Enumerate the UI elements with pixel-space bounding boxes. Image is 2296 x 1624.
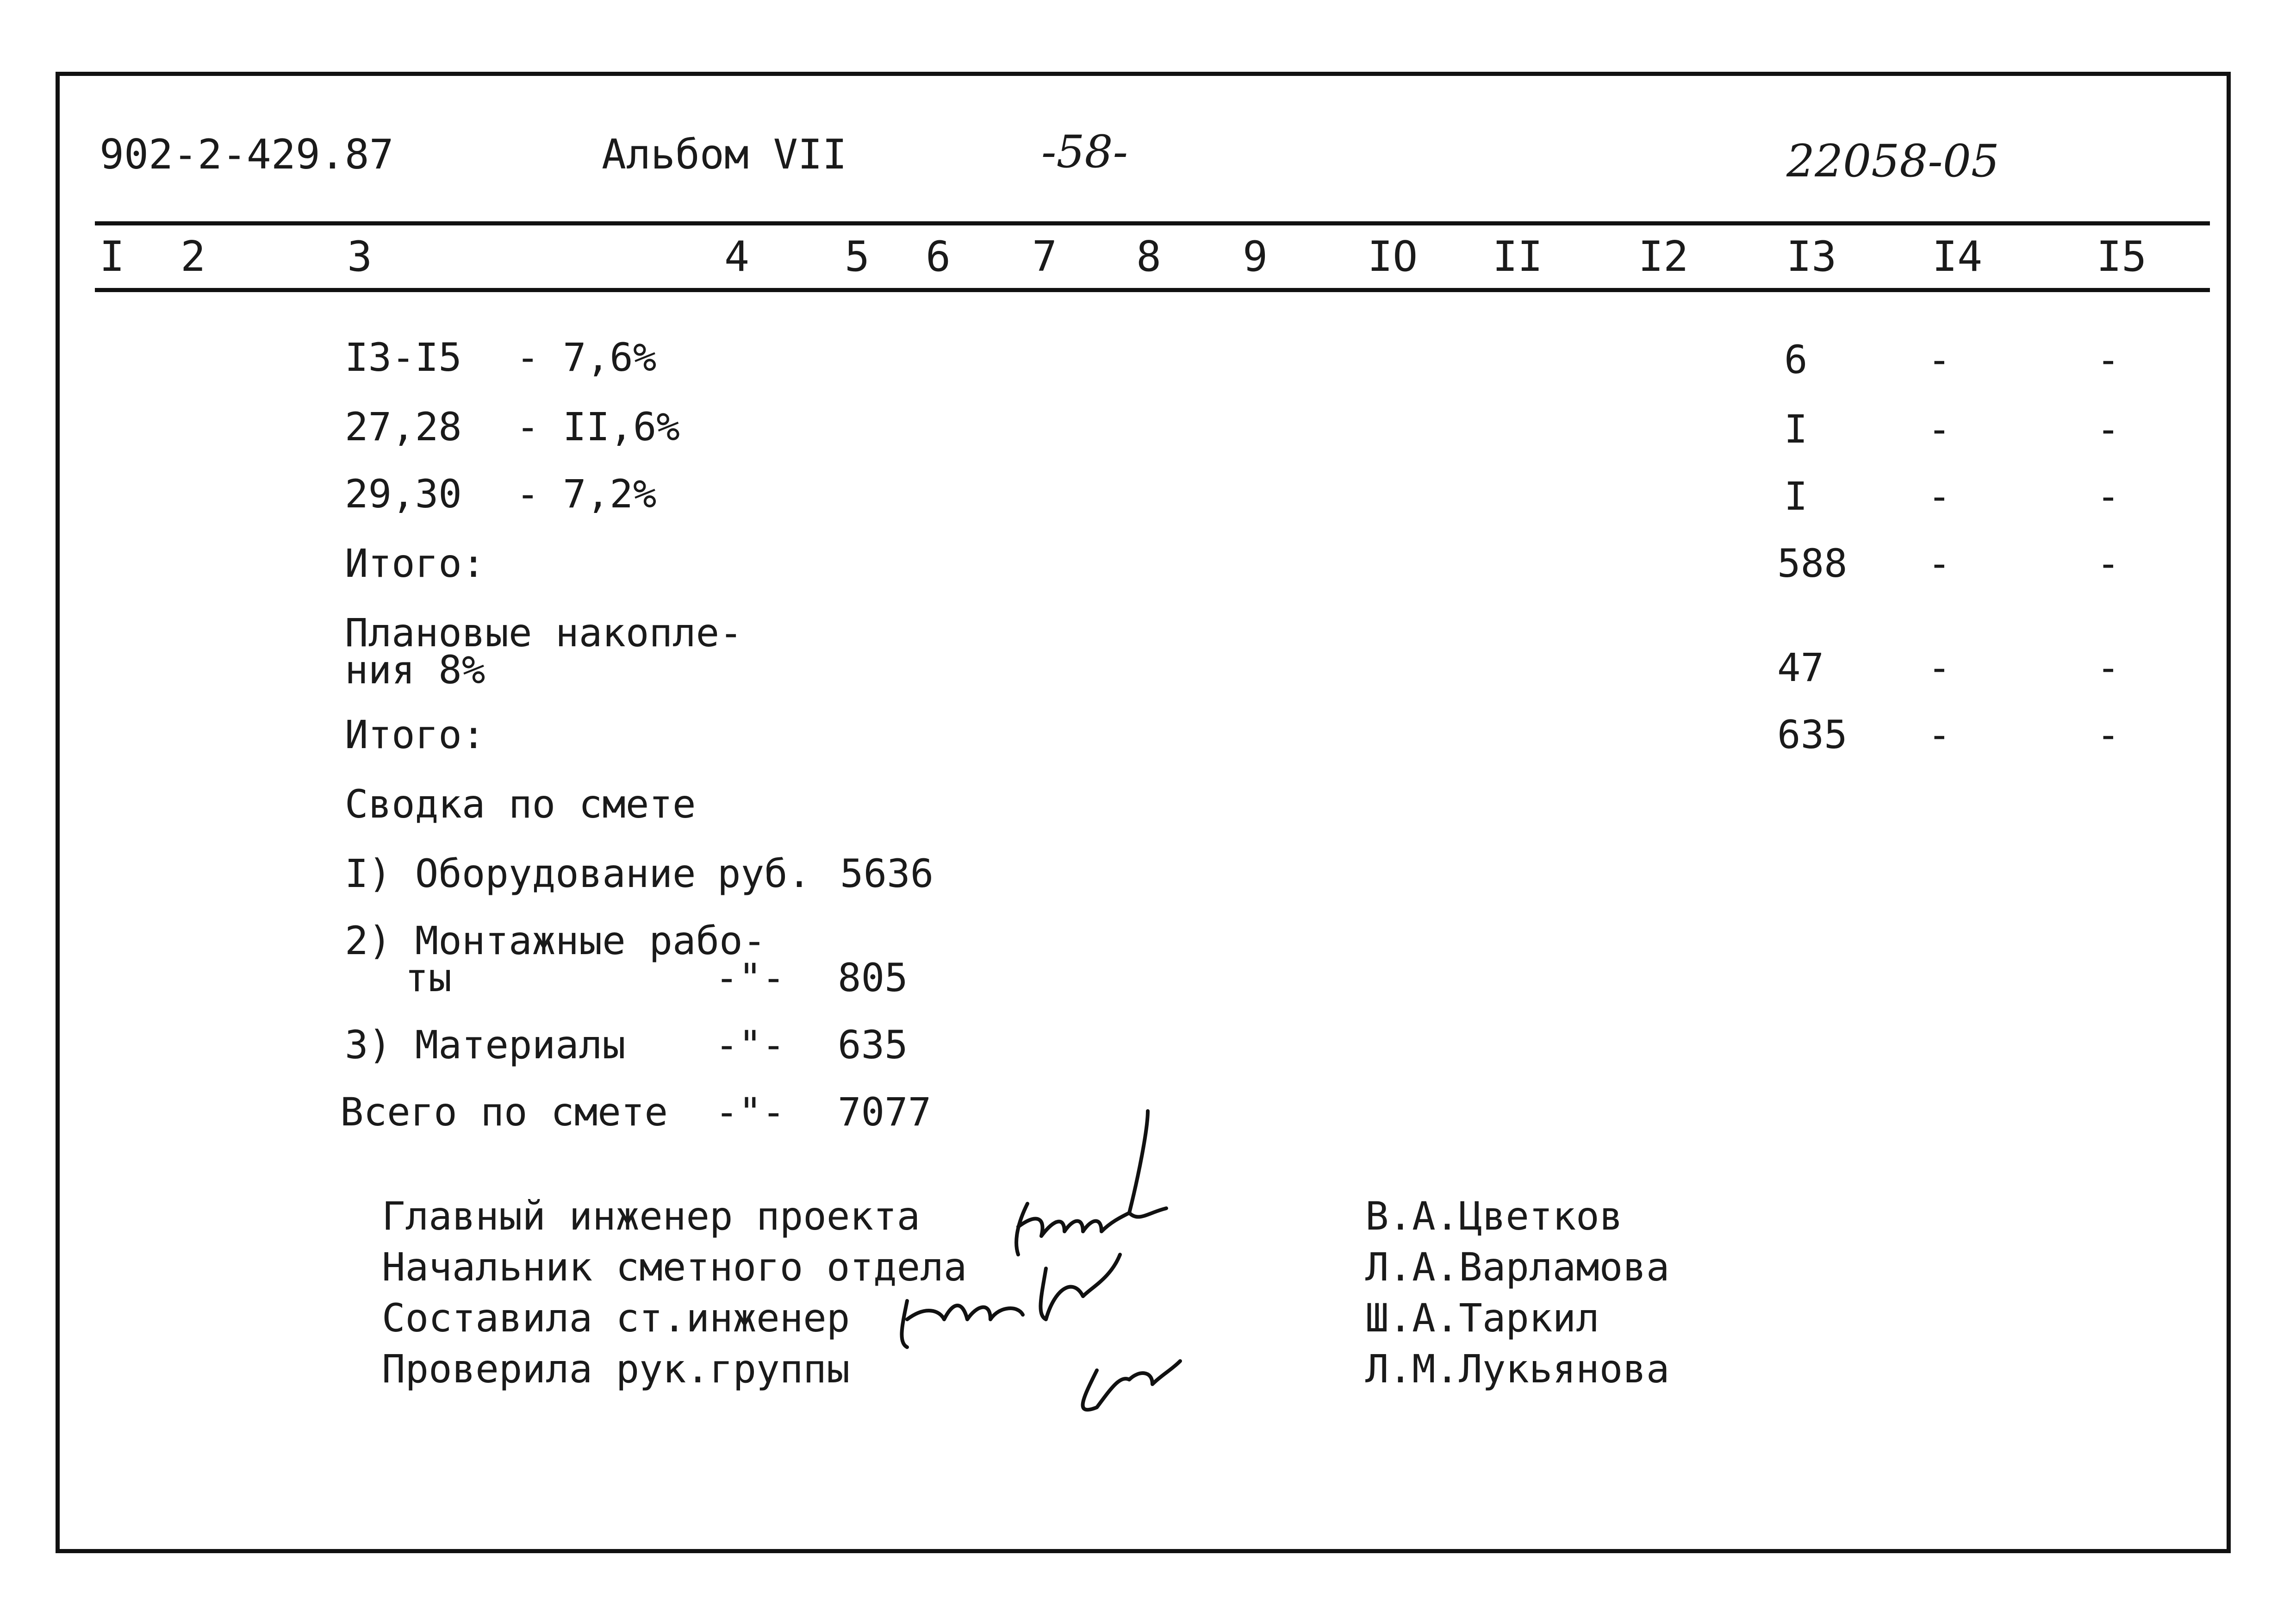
cell-col15: -	[2097, 645, 2120, 690]
summary-value: 7077	[838, 1089, 932, 1135]
summary-value: 635	[838, 1022, 908, 1068]
cell-col15: -	[2097, 406, 2120, 452]
cell-col14: -	[1928, 406, 1951, 452]
cell-col15: -	[2097, 337, 2120, 382]
summary-unit: -"-	[715, 1089, 785, 1135]
header-top-rule	[95, 221, 2210, 225]
column-number: 2	[180, 232, 206, 281]
summary-label: 3) Материалы	[345, 1022, 626, 1068]
album-label: Альбом VII	[602, 131, 847, 178]
column-number: I3	[1786, 232, 1837, 281]
cell-col14: -	[1928, 541, 1951, 586]
summary-label: Всего по смете	[340, 1089, 668, 1135]
row-label-line2: ния 8%	[345, 647, 485, 693]
summary-value: 5636	[840, 851, 934, 896]
signature-role: Главный инженер проекта	[382, 1193, 921, 1239]
cell-col14: -	[1928, 337, 1951, 382]
row-rate: - II,6%	[516, 404, 680, 450]
column-number: 8	[1136, 232, 1162, 281]
document-code: 22058-05	[1786, 135, 1999, 187]
row-label: Итого:	[345, 712, 485, 757]
column-number: 6	[926, 232, 951, 281]
column-number: I5	[2097, 232, 2147, 281]
row-label: 29,30	[345, 471, 462, 517]
row-label: I3-I5	[345, 335, 462, 380]
cell-col13: I	[1784, 474, 1808, 519]
header-bottom-rule	[95, 288, 2210, 292]
signature-role: Проверила рук.группы	[382, 1346, 850, 1392]
summary-unit: руб.	[717, 851, 811, 896]
cell-col13: 6	[1784, 337, 1808, 382]
cell-col14: -	[1928, 645, 1951, 690]
summary-title: Сводка по смете	[345, 781, 696, 827]
summary-label-line1: 2) Монтажные рабо-	[345, 918, 766, 963]
column-number: 9	[1243, 232, 1268, 281]
cell-col14: -	[1928, 712, 1951, 757]
summary-label-line2: ты	[405, 955, 452, 1000]
column-number: I2	[1638, 232, 1689, 281]
cell-col15: -	[2097, 474, 2120, 519]
column-number: 7	[1032, 232, 1058, 281]
column-number: IO	[1368, 232, 1418, 281]
cell-col15: -	[2097, 712, 2120, 757]
handwritten-signatures	[879, 1102, 1296, 1426]
summary-label: I) Оборудование	[345, 851, 696, 896]
cell-col13: 588	[1777, 541, 1848, 586]
row-rate: - 7,2%	[516, 471, 657, 517]
cell-col13: 635	[1777, 712, 1848, 757]
signature-scribble-3	[1083, 1361, 1180, 1410]
signature-role: Составила ст.инженер	[382, 1295, 850, 1341]
column-number: 5	[845, 232, 870, 281]
column-number: 4	[724, 232, 750, 281]
row-rate: - 7,6%	[516, 335, 657, 380]
row-label: 27,28	[345, 404, 462, 450]
row-label-line1: Плановые накопле-	[345, 610, 743, 656]
page-number: -58-	[1041, 126, 1128, 178]
summary-value: 805	[838, 955, 908, 1000]
signature-name: Л.А.Варламова	[1365, 1244, 1670, 1290]
column-number: II	[1493, 232, 1543, 281]
doc-number: 902-2-429.87	[100, 131, 394, 178]
signature-scribble-2	[902, 1255, 1120, 1347]
cell-col13: I	[1784, 406, 1808, 452]
signature-scribble-1	[1016, 1111, 1166, 1255]
signature-role: Начальник сметного отдела	[382, 1244, 967, 1290]
signature-name: В.А.Цветков	[1365, 1193, 1623, 1239]
signature-name: Ш.А.Таркил	[1365, 1295, 1599, 1341]
cell-col15: -	[2097, 541, 2120, 586]
column-number: I	[100, 232, 125, 281]
signature-name: Л.М.Лукьянова	[1365, 1346, 1670, 1392]
row-label: Итого:	[345, 541, 485, 586]
cell-col14: -	[1928, 474, 1951, 519]
column-number: I4	[1932, 232, 1983, 281]
summary-unit: -"-	[715, 955, 785, 1000]
column-number: 3	[347, 232, 373, 281]
summary-unit: -"-	[715, 1022, 785, 1068]
cell-col13: 47	[1777, 645, 1824, 690]
